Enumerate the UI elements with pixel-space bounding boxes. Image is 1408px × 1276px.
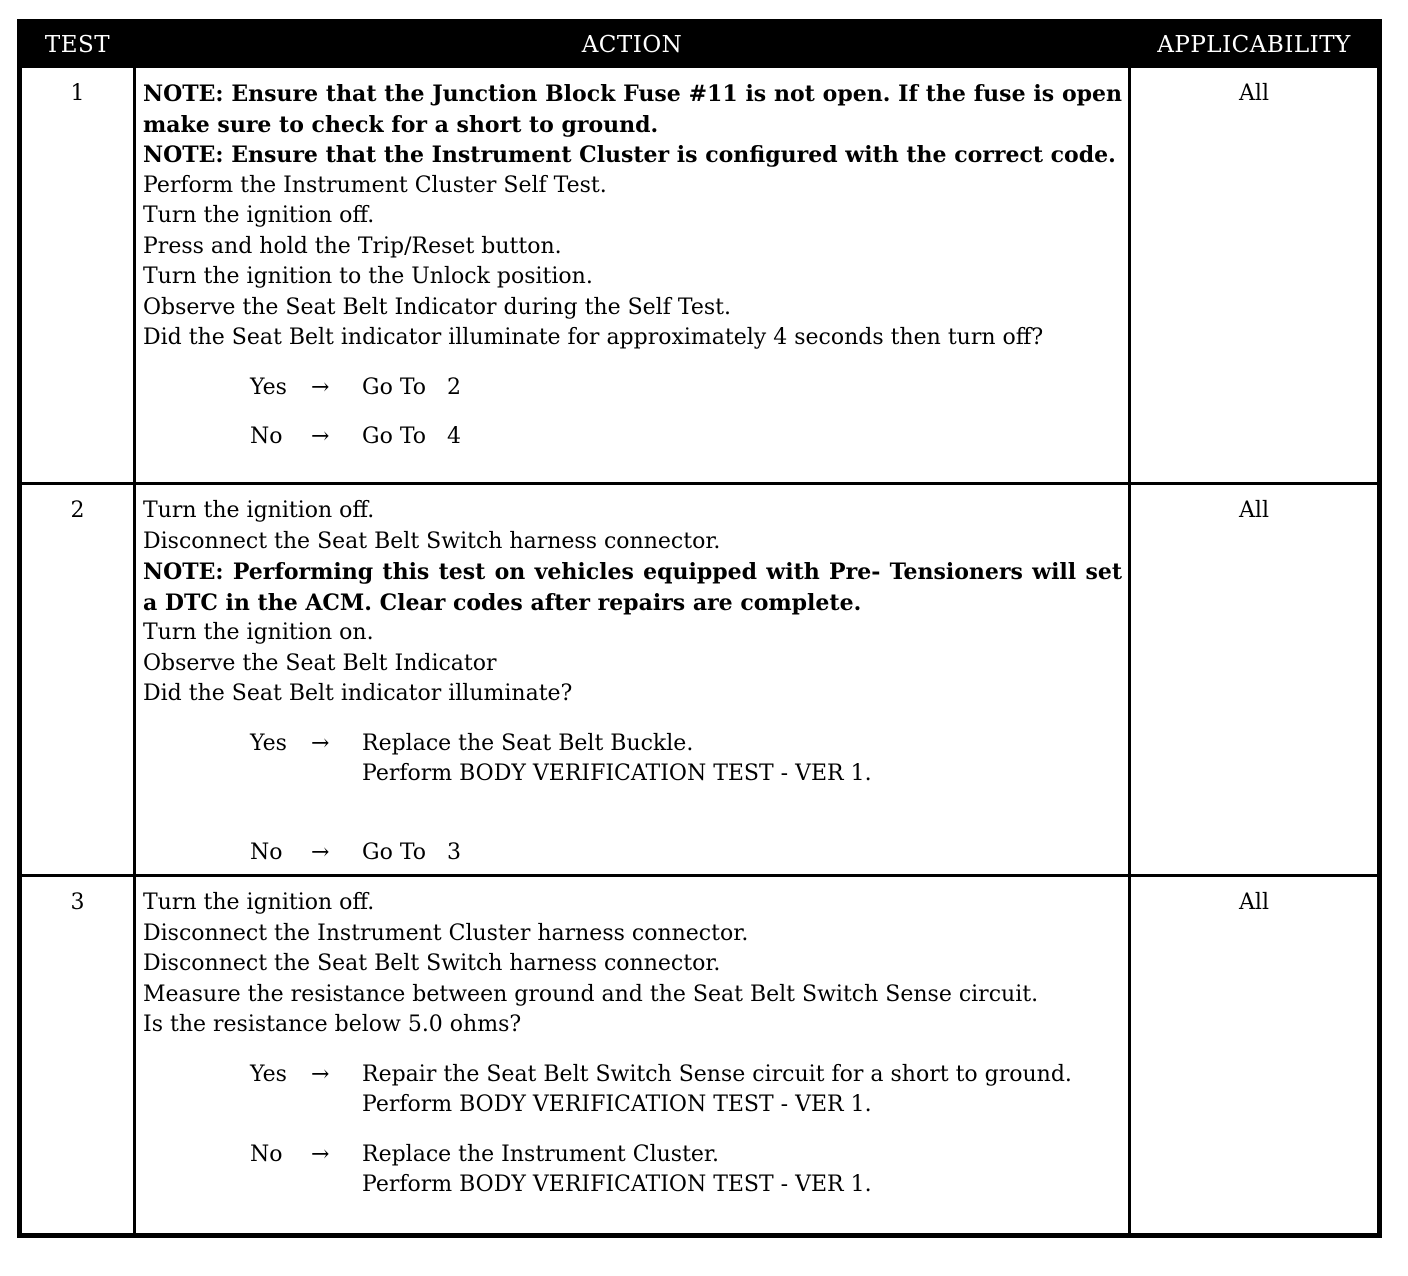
action-cell xyxy=(135,67,1130,484)
arrow-right-icon: → xyxy=(311,1061,330,1087)
header-applicability: APPLICABILITY xyxy=(1130,22,1380,67)
test-number: 3 xyxy=(20,876,135,1236)
table-row xyxy=(20,67,1380,484)
result-line: Go To 2 xyxy=(362,374,461,400)
step-text: Did the Seat Belt indicator illuminate? xyxy=(143,681,573,706)
outcome-result xyxy=(362,422,1122,453)
outcome-result xyxy=(362,1060,1122,1121)
test-number: 1 xyxy=(20,67,135,484)
table-header-row xyxy=(20,22,1380,67)
step-text: Disconnect the Instrument Cluster harness connector. xyxy=(143,920,749,946)
table-row xyxy=(20,484,1380,876)
action-cell xyxy=(135,484,1130,876)
step-text: Turn the ignition on. xyxy=(143,620,374,645)
answer-label: No xyxy=(250,424,283,449)
step-text: Turn the ignition to the Unlock position. xyxy=(143,264,593,289)
action-cell xyxy=(135,876,1130,1236)
step-text: Observe the Seat Belt Indicator xyxy=(143,650,497,676)
answer-label: No xyxy=(250,839,283,865)
step-text: Turn the ignition off. xyxy=(143,498,375,523)
step-text: Observe the Seat Belt Indicator during the Self Test. xyxy=(143,294,731,320)
step-text: Measure the resistance between ground and the Seat Belt Switch Sense circuit. xyxy=(143,981,1039,1007)
note-text: NOTE: Ensure that the Instrument Cluster is configured with the correct code. xyxy=(143,142,1116,168)
outcome-no xyxy=(250,422,1122,453)
step-text: Did the Seat Belt indicator illuminate for approximately 4 seconds then turn off? xyxy=(143,325,1044,350)
outcome-result xyxy=(362,729,1122,790)
answer-label: Yes xyxy=(250,374,287,400)
step-text: Turn the ignition off. xyxy=(143,890,375,915)
step-text: Press and hold the Trip/Reset button. xyxy=(143,233,562,259)
result-line: Repair the Seat Belt Switch Sense circuit for a short to ground. xyxy=(362,1061,1072,1087)
result-line: Perform BODY VERIFICATION TEST - VER 1. xyxy=(362,1092,872,1117)
outcome-yes xyxy=(250,729,1122,790)
header-test: TEST xyxy=(20,22,135,67)
applicability-cell: All xyxy=(1130,484,1380,876)
result-line: Replace the Instrument Cluster. xyxy=(362,1141,720,1167)
answer-label: Yes xyxy=(250,1061,287,1087)
outcome-no xyxy=(250,838,1122,869)
note-text: NOTE: Ensure that the Junction Block Fuse #11 is not open. If the fuse is open make sure to check for a short to ground. xyxy=(143,81,1122,138)
outcome-yes xyxy=(250,1060,1122,1121)
arrow-right-icon: → xyxy=(311,424,330,449)
outcome-yes xyxy=(250,373,1122,404)
result-line: Perform BODY VERIFICATION TEST - VER 1. xyxy=(362,761,872,786)
step-text: Is the resistance below 5.0 ohms? xyxy=(143,1012,522,1037)
outcome-result xyxy=(362,838,1122,869)
test-number: 2 xyxy=(20,484,135,876)
diagnostic-test-table xyxy=(17,19,1382,1238)
outcome-result xyxy=(362,1140,1122,1201)
outcome-result xyxy=(362,373,1122,404)
header-action: ACTION xyxy=(135,22,1130,67)
answer-label: No xyxy=(250,1141,283,1167)
table-row xyxy=(20,876,1380,1236)
step-text: Perform the Instrument Cluster Self Test. xyxy=(143,172,607,198)
arrow-right-icon: → xyxy=(311,1141,330,1167)
applicability-cell: All xyxy=(1130,67,1380,484)
answer-label: Yes xyxy=(250,730,287,756)
result-line: Replace the Seat Belt Buckle. xyxy=(362,730,694,756)
result-line: Go To 3 xyxy=(362,839,461,865)
result-line: Perform BODY VERIFICATION TEST - VER 1. xyxy=(362,1172,872,1197)
outcome-no xyxy=(250,1140,1122,1201)
arrow-right-icon: → xyxy=(311,730,330,756)
note-text: NOTE: Performing this test on vehicles equipped with Pre- Tensioners will set a DTC in the ACM. Clear codes after repairs are complete. xyxy=(143,559,1122,616)
result-line: Go To 4 xyxy=(362,424,461,449)
arrow-right-icon: → xyxy=(311,839,330,865)
step-text: Disconnect the Seat Belt Switch harness connector. xyxy=(143,951,721,976)
step-text: Turn the ignition off. xyxy=(143,203,375,228)
applicability-cell: All xyxy=(1130,876,1380,1236)
step-text: Disconnect the Seat Belt Switch harness connector. xyxy=(143,528,721,554)
arrow-right-icon: → xyxy=(311,374,330,400)
